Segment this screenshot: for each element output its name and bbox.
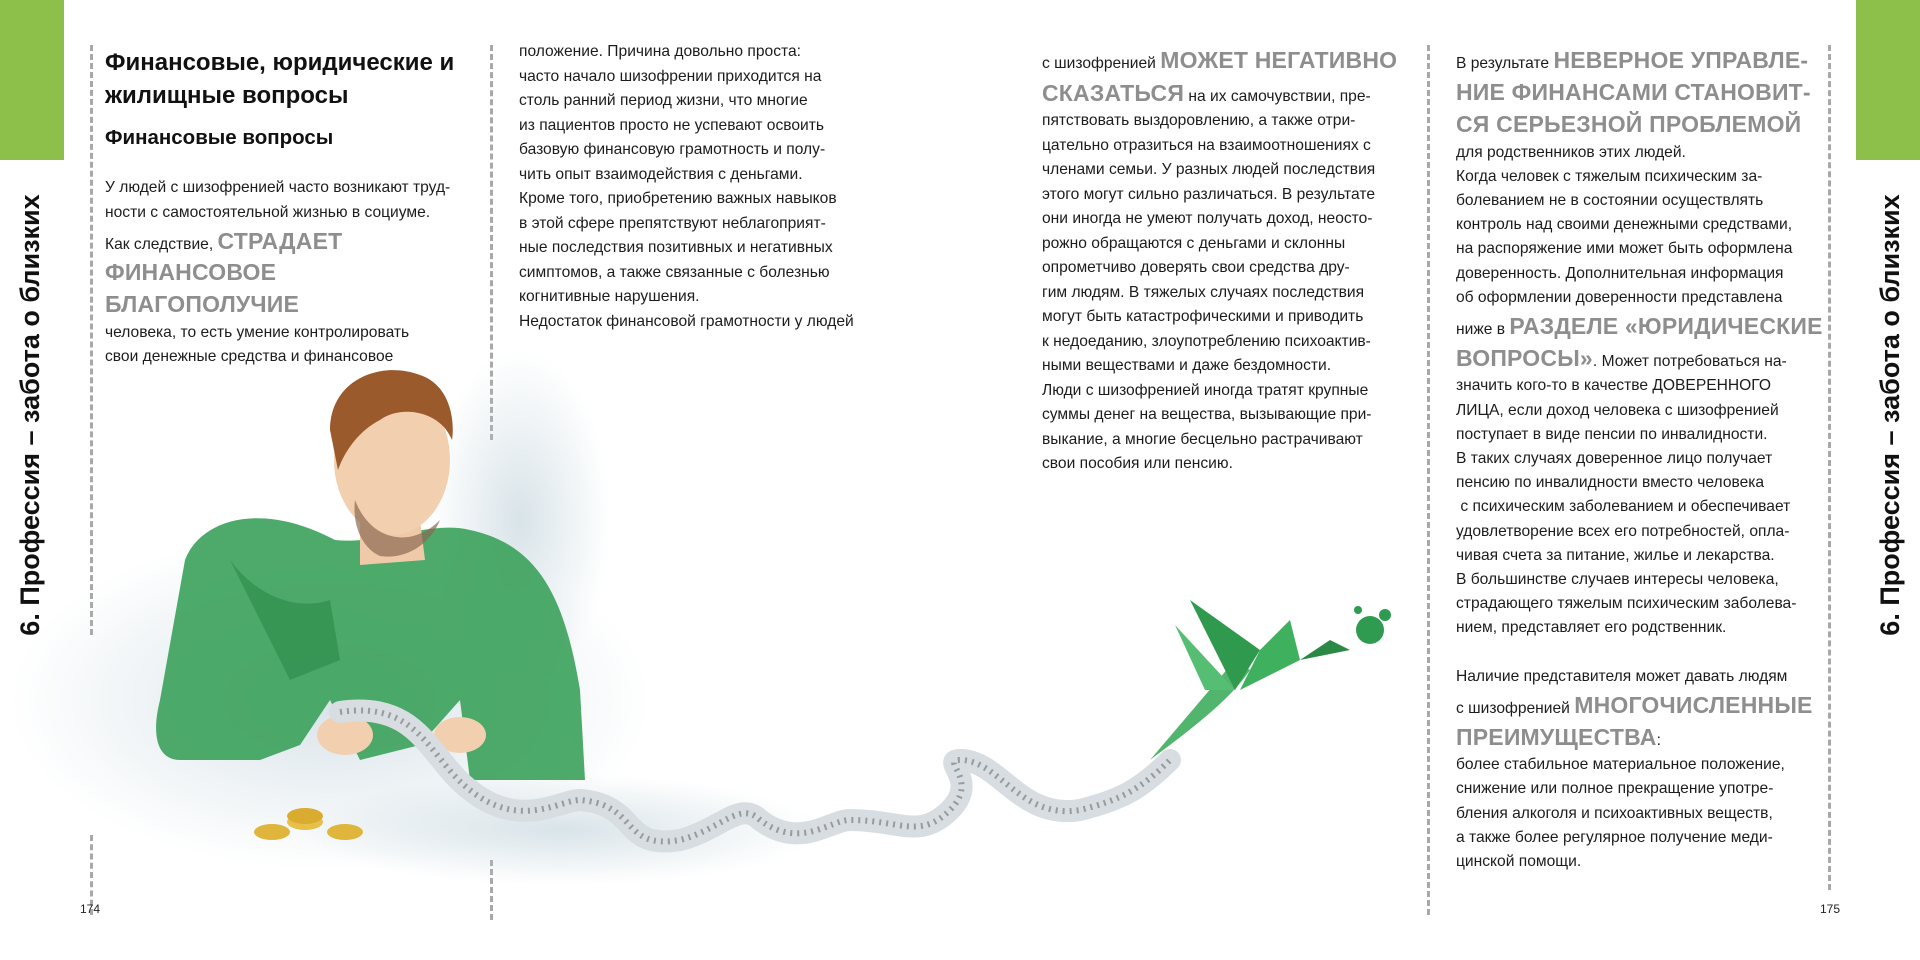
text-line: человека, то есть умение контролировать (105, 323, 410, 341)
section-heading: Финансовые, юридические и жилищные вопросы (105, 49, 455, 109)
page-number-right: 175 (1820, 902, 1841, 916)
emphasis-text: НЕВЕРНОЕ УПРАВЛЕ- (1553, 47, 1809, 73)
text-run: В результате (1456, 55, 1554, 72)
watercolor-wash-3 (300, 775, 820, 885)
paragraph (1042, 77, 1412, 110)
text-line: У людей с шизофренией часто возникают труд- (105, 179, 451, 196)
text-run: ниже в (1456, 321, 1510, 339)
text-line: пенсию по инвалидности вместо человека (1456, 474, 1765, 492)
text-line: болеванием не в состоянии осуществлять (1456, 192, 1764, 210)
paragraph (1456, 342, 1826, 374)
text-line: бления алкоголя и психоактивных веществ, (1456, 804, 1773, 822)
text-line: свои денежные средства и финансовое (105, 348, 394, 365)
emphasis-text: ПРЕИМУЩЕСТВА (1456, 724, 1657, 751)
text-line: более стабильное материальное положение, (1456, 756, 1785, 774)
text-line: столь ранний период жизни, что многие (519, 92, 808, 109)
text-line: чить опыт взаимодействия с деньгами. (519, 165, 803, 183)
column-3-text (1042, 44, 1412, 477)
paragraph (1456, 721, 1826, 753)
text-line: снижение или полное прекращение употре- (1456, 780, 1774, 798)
text-run: Как следствие, (105, 236, 218, 253)
text-line: страдающего тяжелым психическим заболева- (1456, 595, 1797, 613)
paragraph-gap (1456, 641, 1826, 665)
side-title-right: 6. Профессия – забота о близких (1875, 194, 1905, 636)
text-line: ЛИЦА, если доход человека с шизофренией (1456, 401, 1779, 419)
column-4-text (1456, 44, 1826, 874)
page-number-left: 174 (80, 902, 101, 916)
column-1-text (105, 176, 475, 370)
emphasis-text: СЯ СЕРЬЕЗНОЙ ПРОБЛЕМОЙ (1456, 111, 1802, 138)
text-run: на их самочувствии, пре- (1184, 87, 1371, 105)
text-line: Недостаток финансовой грамотности у людей (519, 312, 854, 330)
text-line: Наличие представителя может давать людям (1456, 667, 1788, 685)
text-line: поступает в виде пенсии по инвалидности. (1456, 425, 1768, 443)
text-line: В таких случаях доверенное лицо получает (1456, 450, 1773, 468)
column-2-text (519, 40, 909, 334)
text-run: с шизофренией (1042, 55, 1161, 72)
text-line: В большинстве случаев интересы человека, (1456, 571, 1779, 589)
text-line: ными веществами и даже бездомности. (1042, 357, 1332, 374)
text-line: цинской помощи. (1456, 853, 1582, 871)
text-line: Когда человек с тяжелым психическим за- (1456, 167, 1763, 185)
text-line: Люди с шизофренией иногда тратят крупные (1042, 381, 1369, 399)
text-line: суммы денег на вещества, вызывающие при- (1042, 406, 1372, 423)
text-line: нием, представляет его родственник. (1456, 619, 1727, 637)
paragraph (1456, 310, 1826, 342)
paragraph (105, 256, 475, 321)
text-line: значить кого-то в качестве ДОВЕРЕННОГО (1456, 377, 1771, 395)
text-line: в этой сфере препятствуют неблагоприят- (519, 214, 826, 232)
paragraph (1042, 44, 1412, 77)
emphasis-text: СКАЗАТЬСЯ (1042, 79, 1185, 106)
text-line: когнитивные нарушения. (519, 288, 700, 305)
text-line: ные последствия позитивных и негативных (519, 239, 833, 256)
text-line: могут быть катастрофическими и приводить (1042, 308, 1364, 325)
emphasis-text: ФИНАНСОВОЕ БЛАГОПОЛУЧИЕ (105, 258, 300, 317)
text-line: из пациентов просто не успевают освоить (519, 116, 825, 134)
emphasis-text: РАЗДЕЛЕ «ЮРИДИЧЕСКИЕ (1509, 313, 1823, 340)
text-line: цательно отразиться на взаимоотношениях с (1042, 136, 1371, 154)
green-paper-bird (1150, 600, 1391, 760)
emphasis-text: СТРАДАЕТ (217, 228, 343, 254)
paragraph (105, 225, 475, 258)
text-line: ности с самостоятельной жизнью в социуме. (105, 203, 431, 221)
text-line: они иногда не умеют получать доход, неосто- (1042, 210, 1373, 227)
emphasis-text: ВОПРОСЫ» (1456, 345, 1593, 372)
text-line: часто начало шизофрении приходится на (519, 67, 822, 85)
text-line: а также более регулярное получение меди- (1456, 828, 1773, 846)
text-line: выкание, а многие бесцельно растрачивают (1042, 430, 1363, 448)
text-line: симптомов, а также связанные с болезнью (519, 263, 830, 281)
text-line: свои пособия или пенсию. (1042, 455, 1233, 472)
emphasis-text: НИЕ ФИНАНСАМИ СТАНОВИТ- (1456, 79, 1811, 106)
paragraph (1456, 108, 1826, 140)
emphasis-text: МНОГОЧИСЛЕННЫЕ (1574, 691, 1813, 718)
side-title-left: 6. Профессия – забота о близких (15, 194, 45, 636)
paragraph (1456, 76, 1826, 108)
text-line: на распоряжение ими может быть оформлена (1456, 240, 1793, 258)
text-line: пятствовать выздоровлению, а также отри- (1042, 112, 1356, 129)
text-line: с психическим заболеванием и обеспечивает (1456, 498, 1791, 516)
text-line: Кроме того, приобретению важных навыков (519, 190, 837, 207)
text-line: удовлетворение всех его потребностей, опла- (1456, 522, 1790, 540)
text-line: опрометчиво доверять свои средства дру- (1042, 259, 1350, 276)
text-line: чивая счета за питание, жилье и лекарства. (1456, 546, 1775, 564)
text-line: гим людям. В тяжелых случаях последствия (1042, 283, 1365, 301)
emphasis-text: МОЖЕТ НЕГАТИВНО (1160, 47, 1398, 73)
subsection-heading: Финансовые вопросы (105, 126, 334, 149)
text-line: рожно обращаются с деньгами и склонны (1042, 234, 1346, 252)
text-line: положение. Причина довольно проста: (519, 43, 801, 60)
text-line: об оформлении доверенности представлена (1456, 288, 1783, 306)
text-run: . Может потребоваться на- (1592, 353, 1787, 371)
text-line: контроль над своими денежными средствами, (1456, 216, 1793, 234)
text-run: с шизофренией (1456, 699, 1575, 717)
text-line: базовую финансовую грамотность и полу- (519, 141, 826, 158)
text-line: этого могут сильно различаться. В результате (1042, 185, 1375, 203)
paragraph (1456, 689, 1826, 721)
text-line: членами семьи. У разных людей последствия (1042, 161, 1376, 178)
text-line: для родственников этих людей. (1456, 143, 1686, 161)
text-line: к недоеданию, злоупотреблению психоактив- (1042, 332, 1371, 350)
paragraph (1456, 44, 1826, 76)
text-run: : (1656, 732, 1661, 750)
text-line: доверенность. Дополнительная информация (1456, 264, 1784, 282)
